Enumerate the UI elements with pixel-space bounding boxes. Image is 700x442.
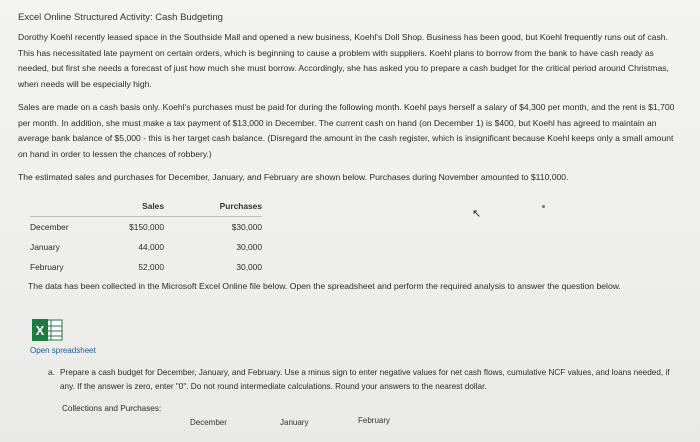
details-paragraph: Sales are made on a cash basis only. Koehl's purchases must be paid for during the following month. Koehl pays herself a salary of $4,300 per month, and the rent is $1,700 per month. In addition, she must make a tax payment of $13,000 in December. The current cash on hand (on December 1) is $400, but Koehl has agreed to maintain an average bank balance of $5,000 - this is her target cash balance. (Disregard the amount in the cash register, which is insignificant because Koehl keeps only a small amount on hand in order to lessen the chances of robbery.)	[18, 102, 675, 159]
table-cell: January	[30, 242, 60, 252]
open-spreadsheet-link[interactable]: Open spreadsheet	[30, 346, 96, 355]
table-header: Purchases	[164, 196, 262, 217]
collected-paragraph: The data has been collected in the Microsoft Excel Online file below. Open the spreadsheet and perform the required analysis to answer the question below.	[28, 281, 621, 291]
question-letter: a.	[48, 368, 55, 377]
estimated-paragraph: The estimated sales and purchases for December, January, and February are shown below. Purchases during November amounted to $110,000.	[18, 172, 569, 182]
table-cell: 52,000	[138, 262, 164, 272]
table-header	[30, 196, 102, 217]
table-header-row	[30, 196, 262, 217]
month-header-january: January	[280, 418, 309, 427]
table-cell: 30,000	[236, 242, 262, 252]
excel-icon-letter: X	[35, 323, 45, 338]
table-cell: 44,000	[138, 242, 164, 252]
table-cell: December	[30, 222, 69, 232]
table-header: Sales	[102, 196, 164, 217]
question-text: Prepare a cash budget for December, January, and February. Use a minus sign to enter negative values for net cash flows, cumulative NCF values, and loans needed, if any. If the answer is zero, enter "0". Do not round intermediate calculations. Round your answers to the nearest dollar.	[60, 368, 670, 391]
table-cell: February	[30, 262, 64, 272]
table-row	[30, 217, 262, 238]
sales-purchases-table	[30, 196, 262, 277]
intro-paragraph: Dorothy Koehl recently leased space in the Southside Mall and opened a new business, Koehl's Doll Shop. Business has been good, but Koehl frequently runs out of cash. This has necessitated late payment on certain orders, which is beginning to cause a problem with suppliers. Koehl plans to borrow from the bank to have cash ready as needed, but first she needs a forecast of just how much she must borrow. Accordingly, she has asked you to prepare a cash budget for the critical period around Christmas, when needs will be especially high.	[18, 32, 669, 89]
page-title: Excel Online Structured Activity: Cash Budgeting	[18, 12, 223, 23]
table-row	[30, 237, 262, 257]
excel-icon[interactable]	[30, 318, 64, 342]
collections-label: Collections and Purchases:	[62, 404, 162, 413]
month-header-december: December	[190, 418, 227, 427]
question-a	[48, 366, 678, 394]
mouse-cursor-icon: ↖	[472, 208, 482, 220]
dot-icon	[542, 205, 545, 208]
table-cell: $30,000	[231, 222, 262, 232]
month-header-february: February	[358, 416, 391, 425]
table-cell: $150,000	[129, 222, 164, 232]
table-row	[30, 257, 262, 277]
table-cell: 30,000	[236, 262, 262, 272]
